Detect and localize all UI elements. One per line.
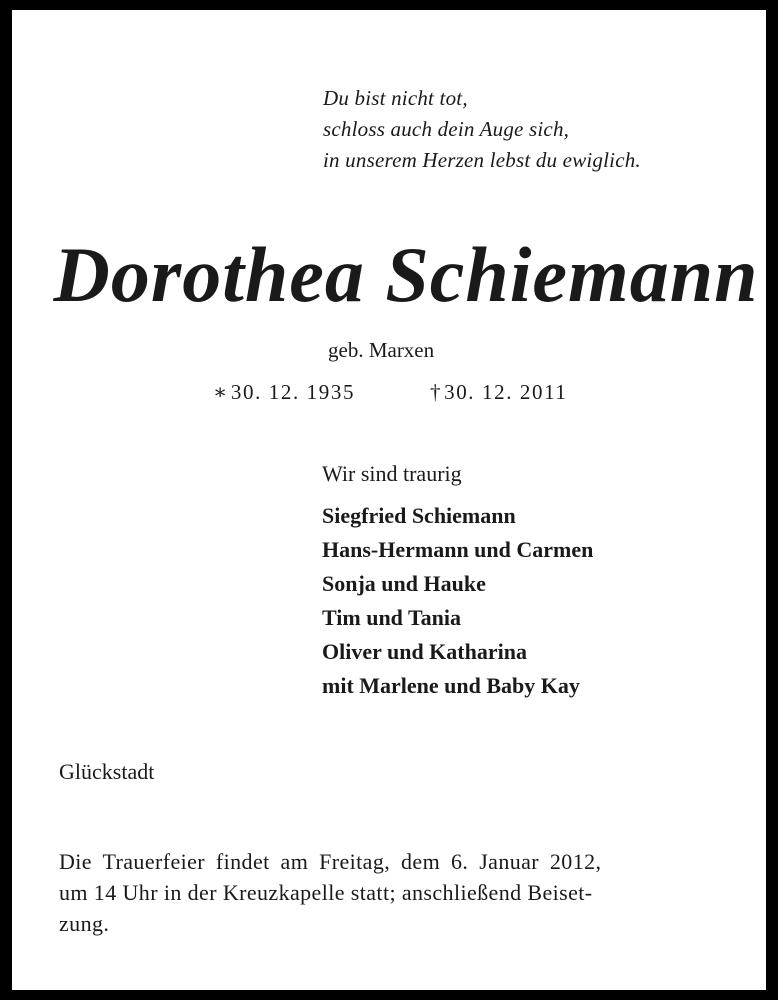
poem-line: schloss auch dein Auge sich,	[323, 117, 570, 141]
birth-star-icon: ∗	[213, 380, 229, 404]
death-date-line	[430, 378, 568, 406]
birth-date-line	[213, 378, 355, 406]
funeral-line: Die Trauerfeier findet am Freitag, dem 6. Januar 2012,	[59, 849, 602, 874]
mourner-entry: Hans-Hermann und Carmen	[322, 537, 594, 562]
memorial-poem	[323, 83, 641, 176]
mourners-list	[322, 499, 593, 703]
place-name: Glückstadt	[59, 759, 155, 784]
mourning-intro: Wir sind traurig	[322, 461, 462, 486]
funeral-notice	[59, 846, 744, 939]
birth-date: 30. 12. 1935	[230, 380, 356, 404]
death-date: 30. 12. 2011	[444, 380, 568, 404]
death-cross-icon: †	[430, 380, 443, 404]
maiden-name: geb. Marxen	[328, 338, 435, 362]
funeral-line: zung.	[59, 911, 110, 936]
mourner-entry: Oliver und Katharina	[322, 639, 527, 664]
mourner-entry: mit Marlene und Baby Kay	[322, 673, 580, 698]
mourner-entry: Sonja und Hauke	[322, 571, 486, 596]
deceased-name: Dorothea Schiemann	[53, 231, 759, 318]
poem-line: in unserem Herzen lebst du ewiglich.	[323, 148, 641, 172]
poem-line: Du bist nicht tot,	[323, 86, 468, 110]
funeral-line: um 14 Uhr in der Kreuzkapelle statt; anschließend Beiset-	[59, 880, 593, 905]
mourner-entry: Tim und Tania	[322, 605, 462, 630]
mourner-entry: Siegfried Schiemann	[322, 503, 516, 528]
